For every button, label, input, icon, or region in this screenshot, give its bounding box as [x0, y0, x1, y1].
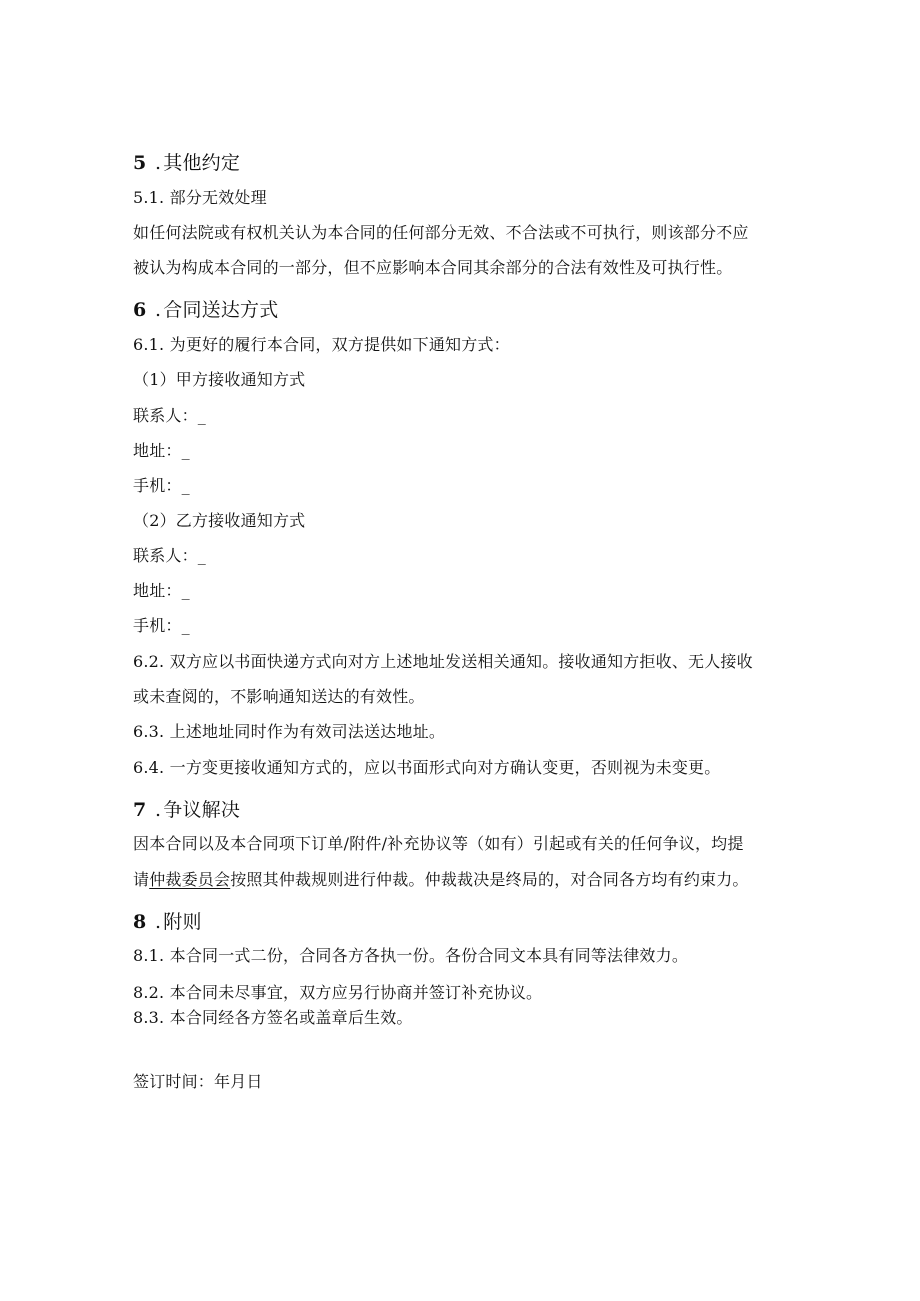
party-a-contact: 联系人：_: [133, 406, 207, 425]
section-number: 6: [133, 299, 147, 321]
dispute-text: 请: [133, 870, 150, 889]
clause-6-2-cont: 或未查阅的，不影响通知送达的有效性。: [133, 687, 425, 706]
section-6-heading: 6 . 合同送达方式: [133, 299, 279, 321]
clause-6-2: 6.2. 双方应以书面快递方式向对方上述地址发送相关通知。接收通知方拒收、无人接收: [133, 652, 753, 671]
section-number: 8: [133, 911, 147, 933]
clause-8-3: 8.3. 本合同经各方签名或盖章后生效。: [133, 1008, 413, 1027]
section-7-heading: 7 . 争议解决: [133, 799, 241, 821]
party-b-label: （2）乙方接收通知方式: [133, 511, 306, 530]
section-title: 其他约定: [163, 152, 241, 174]
section-title: 附则: [163, 911, 202, 933]
party-a-phone: 手机：_: [133, 476, 190, 495]
clause-6-1: 6.1. 为更好的履行本合同，双方提供如下通知方式：: [133, 335, 510, 354]
signing-date: 签订时间：年月日: [133, 1072, 263, 1091]
paragraph-line: 被认为构成本合同的一部分，但不应影响本合同其余部分的合法有效性及可执行性。: [133, 258, 733, 277]
section-5-heading: 5 . 其他约定: [133, 152, 241, 174]
clause-5-1: 5.1. 部分无效处理: [133, 188, 267, 207]
dispute-text: 按照其仲裁规则进行仲裁。仲裁裁决是终局的，对合同各方均有约束力。: [230, 870, 749, 889]
party-b-contact: 联系人：_: [133, 546, 207, 565]
section-number: 7: [133, 799, 147, 821]
clause-8-1: 8.1. 本合同一式二份，合同各方各执一份。各份合同文本具有同等法律效力。: [133, 946, 689, 965]
section-8-heading: 8 . 附则: [133, 911, 202, 933]
party-a-address: 地址：_: [133, 441, 190, 460]
party-a-label: （1）甲方接收通知方式: [133, 370, 306, 389]
arbitration-committee-blank: 仲裁委员会: [149, 870, 231, 889]
party-b-address: 地址：_: [133, 581, 190, 600]
clause-6-3: 6.3. 上述地址同时作为有效司法送达地址。: [133, 722, 446, 741]
section-title: 合同送达方式: [163, 299, 279, 321]
dispute-line-1: 因本合同以及本合同项下订单/附件/补充协议等（如有）引起或有关的任何争议，均提: [133, 834, 744, 853]
section-number: 5: [133, 152, 147, 174]
section-title: 争议解决: [163, 799, 241, 821]
clause-8-2: 8.2. 本合同未尽事宜，双方应另行协商并签订补充协议。: [133, 983, 543, 1002]
clause-6-4: 6.4. 一方变更接收通知方式的，应以书面形式向对方确认变更，否则视为未变更。: [133, 758, 721, 777]
dispute-line-2: [133, 870, 749, 890]
party-b-phone: 手机：_: [133, 616, 190, 635]
paragraph-line: 如任何法院或有权机关认为本合同的任何部分无效、不合法或不可执行，则该部分不应: [133, 223, 749, 242]
